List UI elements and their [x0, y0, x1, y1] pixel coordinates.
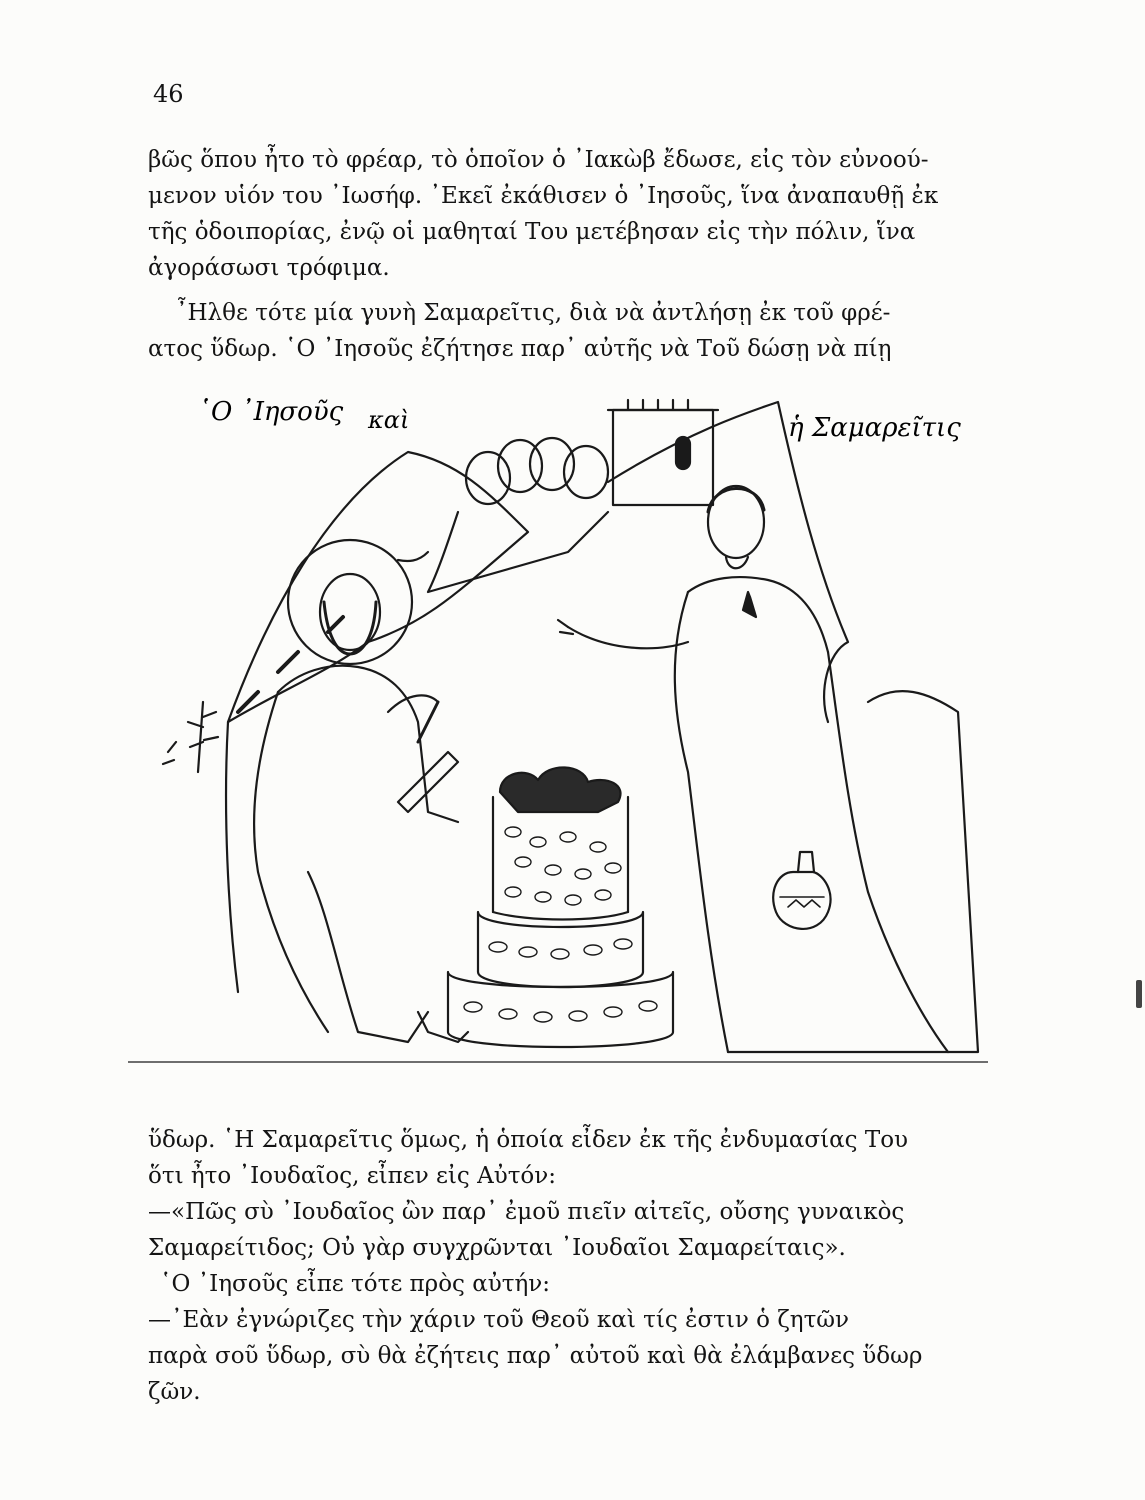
text-line: —«Πῶς σὺ ᾿Ιουδαῖος ὢν παρ᾿ ἐμοῦ πιεῖν αἰτεῖς, οὔσης γυναικὸς — [148, 1199, 905, 1225]
caption-left: ῾Ο ᾿Ιησοῦς — [198, 397, 344, 427]
text-line: ῏Ηλθε τότε μία γυνὴ Σαμαρεῖτις, διὰ νὰ ἀντλήσῃ ἐκ τοῦ φρέ- — [176, 300, 891, 326]
tower — [613, 410, 713, 505]
text-line: ἀγοράσωσι τρόφιμα. — [148, 255, 390, 281]
halo — [288, 540, 412, 664]
well — [448, 767, 673, 1047]
disciples — [398, 438, 608, 592]
caption-right: ἡ Σαμαρεῖτις — [788, 413, 961, 443]
icon-illustration — [128, 392, 988, 1092]
text-line: τῆς ὁδοιπορίας, ἐνῷ οἱ μαθηταί Του μετέβησαν εἰς τὴν πόλιν, ἵνα — [148, 219, 916, 245]
paragraph-1 — [148, 142, 968, 286]
text-line: —᾿Εὰν ἐγνώριζες τὴν χάριν τοῦ Θεοῦ καὶ τίς ἐστιν ὁ ζητῶν — [148, 1307, 850, 1333]
text-line: παρὰ σοῦ ὕδωρ, σὺ θὰ ἐζήτεις παρ᾿ αὐτοῦ καὶ θὰ ἐλάμβανες ὕδωρ — [148, 1343, 923, 1369]
plant — [188, 702, 218, 772]
mountain-left — [228, 452, 528, 722]
paragraph-2 — [148, 295, 968, 367]
text-line: ὅτι ἦτο ᾿Ιουδαῖος, εἶπεν εἰς Αὐτόν: — [148, 1163, 557, 1189]
right-rocks — [868, 691, 978, 1052]
scan-mark — [1136, 980, 1142, 1008]
text-line: Σαμαρείτιδος; Οὐ γὰρ συγχρῶνται ᾿Ιουδαῖοι Σαμαρείταις». — [148, 1235, 846, 1261]
text-line: ατος ὕδωρ. ῾Ο ᾿Ιησοῦς ἐζήτησε παρ᾿ αὐτῆς νὰ Τοῦ δώσῃ νὰ πίῃ — [148, 336, 892, 362]
text-line: ῾Ο ᾿Ιησοῦς εἶπε τότε πρὸς αὐτήν: — [160, 1271, 550, 1297]
jug — [773, 852, 830, 929]
text-line: μενον υἱόν του ᾿Ιωσήφ. ᾿Εκεῖ ἐκάθισεν ὁ ᾿Ιησοῦς, ἵνα ἀναπαυθῇ ἐκ — [148, 183, 939, 209]
text-line: ὕδωρ. ῾Η Σαμαρεῖτις ὅμως, ἡ ὁποία εἶδεν ἐκ τῆς ἐνδυμασίας Του — [148, 1127, 909, 1153]
page-number: 46 — [153, 80, 184, 108]
jesus-figure — [254, 540, 468, 1042]
paragraph-3 — [148, 1122, 968, 1410]
samaritan-woman-figure — [558, 486, 948, 1052]
caption-middle: καὶ — [368, 406, 410, 434]
text-line: ζῶν. — [148, 1379, 201, 1405]
text-line: βῶς ὅπου ἦτο τὸ φρέαρ, τὸ ὁποῖον ὁ ᾿Ιακὼβ ἔδωσε, εἰς τὸν εὐνοού- — [148, 147, 929, 173]
